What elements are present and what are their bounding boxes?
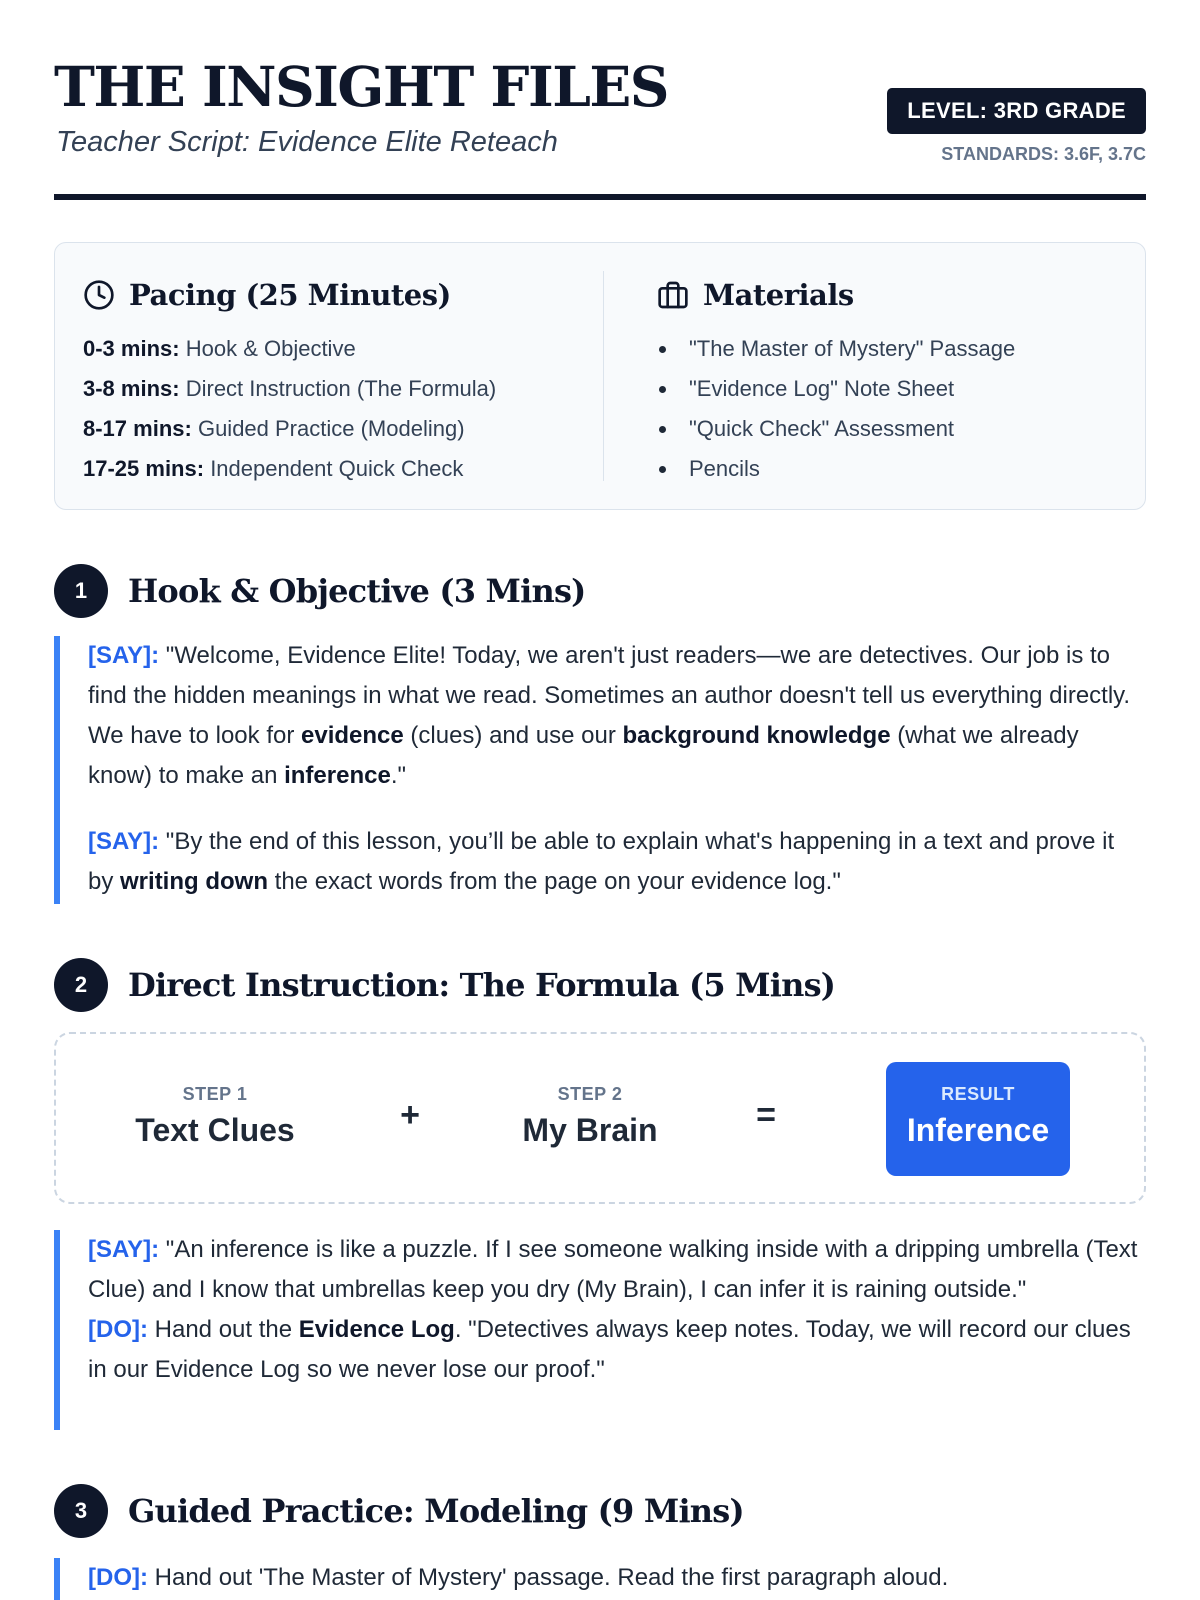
materials-item: "Quick Check" Assessment — [657, 409, 1015, 449]
materials-list — [657, 329, 1015, 489]
script-text: (clues) and use our — [403, 722, 623, 749]
script-paragraph — [88, 822, 1146, 902]
section-1-script — [54, 636, 1146, 904]
clock-icon — [83, 279, 115, 311]
materials-item: "Evidence Log" Note Sheet — [657, 369, 1015, 409]
section-number-badge: 1 — [54, 564, 108, 618]
script-text: "Welcome, Evidence Elite! Today, we aren't just readers—we are detectives. Our job is to find the hidden meanings in what we read. Sometimes an author doesn't tell us everything directly. We have to look for — [88, 642, 1131, 749]
section-title: Guided Practice: Modeling (9 Mins) — [128, 1492, 744, 1530]
pacing-activity: Guided Practice (Modeling) — [197, 416, 465, 441]
formula-step-1 — [100, 1084, 330, 1149]
script-text: Hand out 'The Master of Mystery' passage. Read the first paragraph aloud. — [147, 1564, 949, 1591]
script-text: . "Detectives always keep notes. Today, we will record our clues in our Evidence Log so we never lose our proof." — [88, 1316, 1131, 1383]
section-3-script — [54, 1558, 1146, 1600]
step-label: STEP 2 — [557, 1084, 623, 1104]
emphasis-text: writing down — [120, 868, 268, 895]
section-2-script — [54, 1230, 1146, 1430]
pacing-time: 17-25 mins: — [83, 456, 205, 481]
step-value: My Brain — [522, 1112, 658, 1148]
materials-item: "The Master of Mystery" Passage — [657, 329, 1015, 369]
emphasis-text: Evidence Log — [298, 1316, 455, 1343]
plus-operator: + — [400, 1096, 420, 1134]
section-title: Direct Instruction: The Formula (5 Mins) — [128, 966, 836, 1004]
level-badge: LEVEL: 3RD GRADE — [887, 88, 1146, 134]
materials-column — [657, 243, 1137, 509]
pacing-list — [83, 329, 496, 489]
say-tag: [SAY]: — [88, 1236, 160, 1263]
overview-card — [54, 242, 1146, 510]
step-value: Text Clues — [135, 1112, 295, 1148]
pacing-item — [83, 369, 496, 409]
step-label: STEP 1 — [182, 1084, 248, 1104]
pacing-item — [83, 449, 496, 489]
pacing-column — [83, 243, 603, 509]
pacing-time: 0-3 mins: — [83, 336, 180, 361]
script-text: "An inference is like a puzzle. If I see someone walking inside with a dripping umbrella (Text Clue) and I know that umbrellas keep you dry (My Brain), I can infer it is raining outside." — [88, 1236, 1138, 1303]
pacing-activity: Independent Quick Check — [210, 456, 464, 481]
materials-heading: Materials — [703, 278, 854, 312]
emphasis-text: background knowledge — [622, 722, 891, 749]
result-value: Inference — [906, 1112, 1050, 1148]
say-tag: [SAY]: — [88, 828, 160, 855]
inference-formula — [54, 1032, 1146, 1204]
briefcase-icon — [657, 279, 689, 311]
formula-step-2 — [475, 1084, 705, 1149]
document-subtitle: Teacher Script: Evidence Elite Reteach — [56, 126, 558, 158]
materials-heading-row — [657, 275, 854, 315]
document-title: THE INSIGHT FILES — [54, 54, 669, 119]
script-text: Hand out the — [147, 1316, 299, 1343]
script-paragraph — [88, 1558, 1146, 1598]
say-tag: [SAY]: — [88, 642, 160, 669]
script-text: (what we already know) to make an — [88, 722, 1079, 789]
result-label: RESULT — [941, 1084, 1015, 1104]
emphasis-text: inference — [284, 762, 391, 789]
section-2-header — [54, 958, 835, 1012]
section-number-badge: 3 — [54, 1484, 108, 1538]
emphasis-text: evidence — [301, 722, 404, 749]
script-text: "By the end of this lesson, you’ll be able to explain what's happening in a text and prove it by — [88, 828, 1115, 895]
formula-result — [886, 1062, 1070, 1176]
pacing-activity: Hook & Objective — [185, 336, 356, 361]
pacing-item — [83, 329, 496, 369]
pacing-time: 3-8 mins: — [83, 376, 180, 401]
script-text: ." — [390, 762, 406, 789]
pacing-heading-row — [83, 275, 451, 315]
pacing-item — [83, 409, 496, 449]
script-text: the exact words from the page on your evidence log." — [268, 868, 841, 895]
section-title: Hook & Objective (3 Mins) — [128, 572, 586, 610]
materials-item: Pencils — [657, 449, 1015, 489]
script-paragraph — [88, 1230, 1146, 1310]
pacing-heading: Pacing (25 Minutes) — [129, 278, 451, 312]
document-header — [54, 0, 1146, 200]
pacing-time: 8-17 mins: — [83, 416, 192, 441]
overview-divider — [603, 271, 604, 481]
section-number-badge: 2 — [54, 958, 108, 1012]
section-1-header — [54, 564, 586, 618]
script-paragraph — [88, 636, 1146, 796]
equals-operator: = — [756, 1096, 776, 1134]
pacing-activity: Direct Instruction (The Formula) — [185, 376, 497, 401]
section-3-header — [54, 1484, 744, 1538]
script-paragraph — [88, 1310, 1146, 1390]
do-tag: [DO]: — [88, 1316, 148, 1343]
standards-label: STANDARDS: 3.6F, 3.7C — [941, 144, 1146, 164]
do-tag: [DO]: — [88, 1564, 148, 1591]
